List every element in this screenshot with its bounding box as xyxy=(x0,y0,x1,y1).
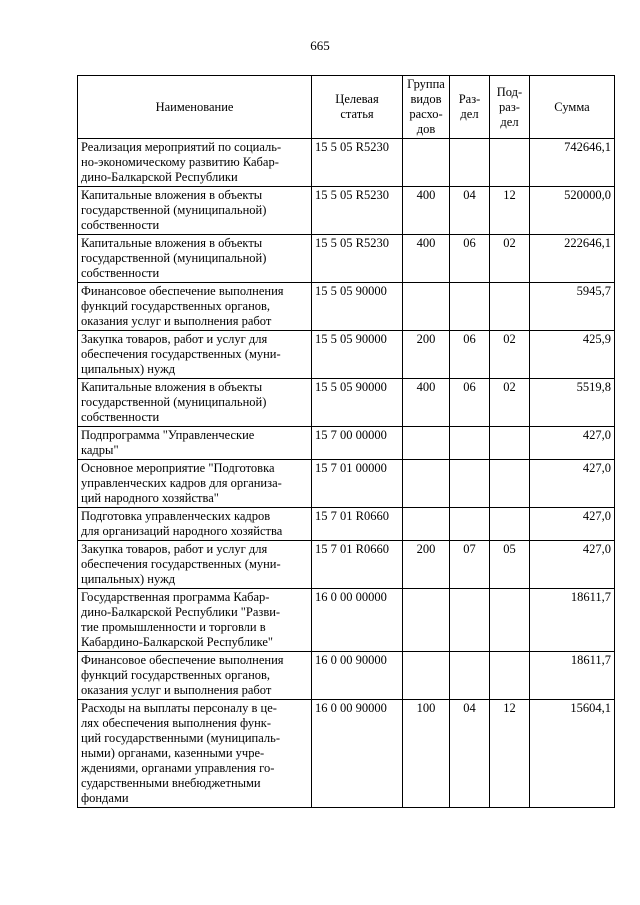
row-name: Подготовка управленческих кадров для организаций народного хозяйства xyxy=(78,508,312,541)
row-section: 04 xyxy=(450,187,490,235)
row-group: 400 xyxy=(403,235,450,283)
row-target: 16 0 00 00000 xyxy=(312,589,403,652)
row-group xyxy=(403,283,450,331)
header-subsection: Под- раз- дел xyxy=(490,76,530,139)
row-subsection xyxy=(490,283,530,331)
header-row xyxy=(78,76,615,139)
row-section: 06 xyxy=(450,379,490,427)
row-section: 07 xyxy=(450,541,490,589)
budget-table xyxy=(77,75,615,808)
header-sum: Сумма xyxy=(530,76,615,139)
row-group xyxy=(403,508,450,541)
row-name: Капитальные вложения в объекты государственной (муниципальной) собственности xyxy=(78,235,312,283)
row-section xyxy=(450,589,490,652)
row-group: 200 xyxy=(403,331,450,379)
table-row xyxy=(78,589,615,652)
row-section: 06 xyxy=(450,235,490,283)
row-group xyxy=(403,460,450,508)
row-sum: 5519,8 xyxy=(530,379,615,427)
row-target: 15 5 05 90000 xyxy=(312,379,403,427)
row-target: 15 7 01 00000 xyxy=(312,460,403,508)
table-row xyxy=(78,508,615,541)
row-group: 200 xyxy=(403,541,450,589)
row-name: Закупка товаров, работ и услуг для обеспечения государственных (муни- ципальных) нужд xyxy=(78,331,312,379)
row-target: 16 0 00 90000 xyxy=(312,652,403,700)
row-target: 15 5 05 R5230 xyxy=(312,139,403,187)
row-name: Реализация мероприятий по социаль- но-экономическому развитию Кабар- дино-Балкарской Республики xyxy=(78,139,312,187)
row-name: Капитальные вложения в объекты государственной (муниципальной) собственности xyxy=(78,379,312,427)
row-section xyxy=(450,460,490,508)
row-group xyxy=(403,652,450,700)
row-sum: 520000,0 xyxy=(530,187,615,235)
row-sum: 427,0 xyxy=(530,460,615,508)
row-subsection: 12 xyxy=(490,187,530,235)
row-sum: 425,9 xyxy=(530,331,615,379)
table-row xyxy=(78,139,615,187)
row-target: 15 5 05 90000 xyxy=(312,283,403,331)
header-group: Группа видов расхо- дов xyxy=(403,76,450,139)
table-row xyxy=(78,331,615,379)
row-sum: 742646,1 xyxy=(530,139,615,187)
row-name: Финансовое обеспечение выполнения функций государственных органов, оказания услуг и выполнения работ xyxy=(78,652,312,700)
row-target: 16 0 00 90000 xyxy=(312,700,403,808)
row-target: 15 5 05 R5230 xyxy=(312,235,403,283)
table-row xyxy=(78,460,615,508)
row-name: Закупка товаров, работ и услуг для обеспечения государственных (муни- ципальных) нужд xyxy=(78,541,312,589)
row-section xyxy=(450,508,490,541)
row-section xyxy=(450,652,490,700)
table-row xyxy=(78,427,615,460)
row-name: Финансовое обеспечение выполнения функций государственных органов, оказания услуг и выполнения работ xyxy=(78,283,312,331)
row-subsection xyxy=(490,460,530,508)
row-target: 15 7 00 00000 xyxy=(312,427,403,460)
row-group: 400 xyxy=(403,187,450,235)
row-sum: 5945,7 xyxy=(530,283,615,331)
table-row xyxy=(78,541,615,589)
row-group xyxy=(403,139,450,187)
table-row xyxy=(78,187,615,235)
row-name: Подпрограмма "Управленческие кадры" xyxy=(78,427,312,460)
row-subsection xyxy=(490,589,530,652)
table-row xyxy=(78,700,615,808)
row-group xyxy=(403,427,450,460)
row-subsection: 12 xyxy=(490,700,530,808)
row-subsection xyxy=(490,652,530,700)
row-name: Капитальные вложения в объекты государственной (муниципальной) собственности xyxy=(78,187,312,235)
row-sum: 427,0 xyxy=(530,541,615,589)
row-target: 15 7 01 R0660 xyxy=(312,508,403,541)
row-target: 15 5 05 90000 xyxy=(312,331,403,379)
row-sum: 18611,7 xyxy=(530,589,615,652)
row-subsection xyxy=(490,427,530,460)
row-group xyxy=(403,589,450,652)
row-group: 100 xyxy=(403,700,450,808)
table-row xyxy=(78,379,615,427)
row-subsection xyxy=(490,508,530,541)
row-name: Расходы на выплаты персоналу в це- лях обеспечения выполнения функ- ций государственными (муниципаль- ными) органами, казенными учре- ждениями, органами управления го- сударственными внебюджетными фондами xyxy=(78,700,312,808)
row-target: 15 7 01 R0660 xyxy=(312,541,403,589)
row-subsection xyxy=(490,139,530,187)
row-sum: 427,0 xyxy=(530,508,615,541)
row-section xyxy=(450,427,490,460)
header-section: Раз- дел xyxy=(450,76,490,139)
table-row xyxy=(78,652,615,700)
row-subsection: 02 xyxy=(490,331,530,379)
header-target: Целевая статья xyxy=(312,76,403,139)
row-name: Государственная программа Кабар- дино-Балкарской Республики "Разви- тие промышленности и торговли в Кабардино-Балкарской Республике" xyxy=(78,589,312,652)
table-row xyxy=(78,283,615,331)
row-subsection: 02 xyxy=(490,379,530,427)
row-group: 400 xyxy=(403,379,450,427)
row-sum: 222646,1 xyxy=(530,235,615,283)
row-section: 06 xyxy=(450,331,490,379)
row-subsection: 02 xyxy=(490,235,530,283)
table-row xyxy=(78,235,615,283)
row-sum: 18611,7 xyxy=(530,652,615,700)
row-name: Основное мероприятие "Подготовка управленческих кадров для организа- ций народного хозяйства" xyxy=(78,460,312,508)
header-name: Наименование xyxy=(78,76,312,139)
row-section xyxy=(450,139,490,187)
row-subsection: 05 xyxy=(490,541,530,589)
row-sum: 15604,1 xyxy=(530,700,615,808)
row-section xyxy=(450,283,490,331)
row-sum: 427,0 xyxy=(530,427,615,460)
row-section: 04 xyxy=(450,700,490,808)
row-target: 15 5 05 R5230 xyxy=(312,187,403,235)
page-number: 665 xyxy=(310,38,330,53)
